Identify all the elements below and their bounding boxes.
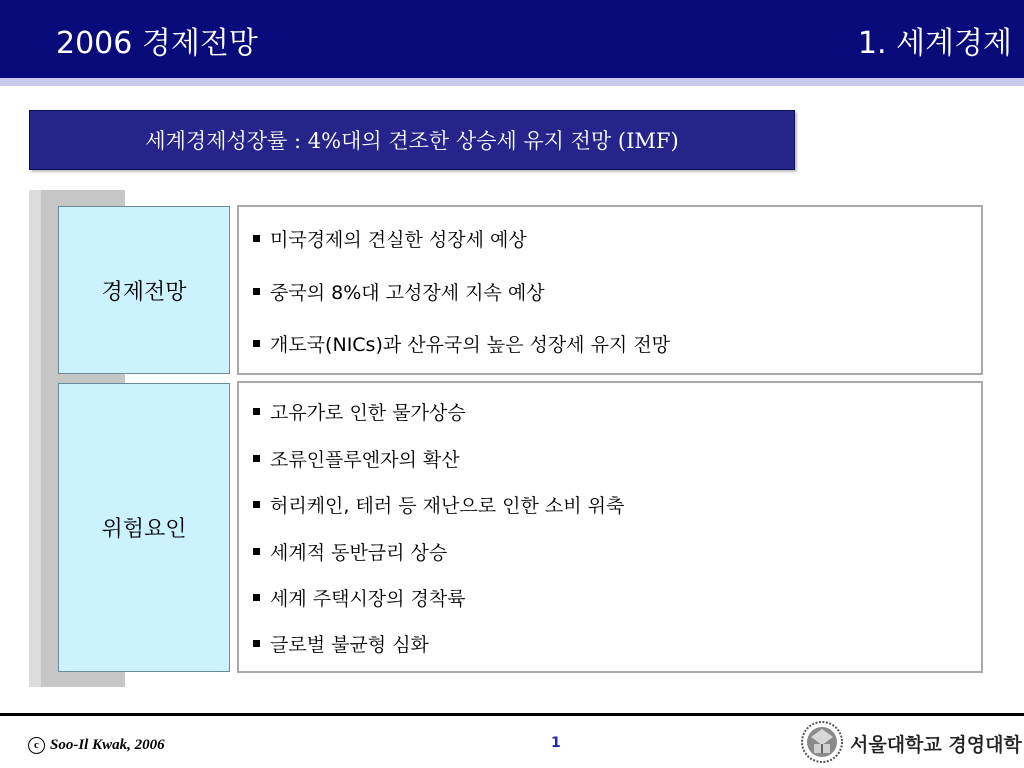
square-bullet-icon [253, 548, 260, 555]
copyright-text: Soo-Il Kwak, 2006 [50, 737, 165, 753]
university-emblem-icon [800, 720, 844, 764]
bullet-item [253, 493, 624, 519]
bullet-item [253, 632, 429, 658]
bullet-item [253, 227, 527, 253]
square-bullet-icon [253, 288, 260, 295]
bullet-text: 미국경제의 견실한 성장세 예상 [270, 229, 527, 251]
slide-header [0, 0, 1024, 78]
subtitle-banner: 세계경제성장률 : 4%대의 견조한 상승세 유지 전망 (IMF) [29, 110, 795, 170]
bullet-item [253, 447, 460, 473]
page-number: 1 [551, 735, 561, 751]
section-label-risks: 위험요인 [58, 383, 230, 672]
bullet-item [253, 400, 466, 426]
square-bullet-icon [253, 640, 260, 647]
bullet-text: 글로벌 불균형 심화 [270, 634, 429, 656]
bullet-text: 허리케인, 테러 등 재난으로 인한 소비 위축 [270, 495, 625, 517]
section-content-risks [237, 381, 983, 673]
slide-title: 2006 경제전망 [56, 26, 258, 61]
footer-divider [0, 713, 1024, 716]
square-bullet-icon [253, 501, 260, 508]
bullet-text: 개도국(NICs)과 산유국의 높은 성장세 유지 전망 [270, 334, 671, 356]
header-divider [0, 78, 1024, 86]
bullet-text: 중국의 8%대 고성장세 지속 예상 [270, 282, 545, 304]
square-bullet-icon [253, 340, 260, 347]
section-title: 1. 세계경제 [857, 26, 1012, 61]
bullet-item [253, 586, 466, 612]
bullet-text: 세계적 동반금리 상승 [270, 542, 448, 564]
bullet-item [253, 332, 670, 358]
university-name: 서울대학교 경영대학 [850, 734, 1022, 756]
footer-copyright [28, 737, 165, 754]
bullet-text: 고유가로 인한 물가상승 [270, 402, 466, 424]
square-bullet-icon [253, 408, 260, 415]
bullet-text: 세계 주택시장의 경착륙 [270, 588, 466, 610]
bullet-item [253, 280, 545, 306]
square-bullet-icon [253, 235, 260, 242]
bullet-text: 조류인플루엔자의 확산 [270, 449, 460, 471]
section-label-outlook: 경제전망 [58, 206, 230, 374]
square-bullet-icon [253, 594, 260, 601]
section-content-outlook [237, 205, 983, 375]
bullet-item [253, 540, 447, 566]
copyright-icon: c [28, 737, 45, 754]
square-bullet-icon [253, 455, 260, 462]
